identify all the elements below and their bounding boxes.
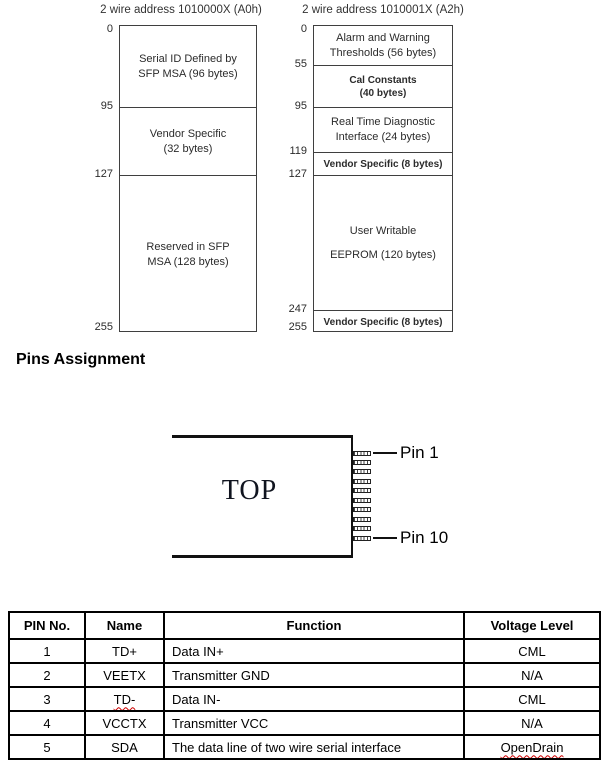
- chip-pin: [353, 517, 371, 522]
- memory-map-section-line: Vendor Specific (8 bytes): [323, 316, 443, 328]
- pin10-callout-line: [373, 537, 397, 539]
- cell-text: N/A: [521, 667, 543, 683]
- cell-text: CML: [518, 643, 546, 659]
- table-cell-voltage: [464, 663, 600, 687]
- cell-text: VCCTX: [102, 715, 147, 731]
- cell-text: 4: [43, 715, 51, 731]
- chip-pin: [353, 460, 371, 465]
- cell-text: 2: [43, 667, 51, 683]
- table-cell-voltage: [464, 639, 600, 663]
- pin1-callout-line: [373, 452, 397, 454]
- memory-map-section-line: Interface (24 bytes): [335, 131, 431, 143]
- table-cell-function: [164, 687, 464, 711]
- cell-text: Transmitter VCC: [172, 715, 269, 731]
- pins-assignment-heading: Pins Assignment: [16, 351, 146, 368]
- table-header-cell: Voltage Level: [464, 612, 600, 639]
- table-cell-function: [164, 735, 464, 759]
- address-label: 55: [294, 58, 307, 70]
- memory-map-section: [314, 176, 452, 311]
- memory-map-section: [314, 108, 452, 153]
- cell-text: 3: [43, 691, 51, 707]
- address-label: 119: [289, 145, 307, 157]
- address-label: 127: [288, 168, 307, 180]
- table-header-cell: Function: [164, 612, 464, 639]
- table-cell-name: [85, 687, 164, 711]
- cell-text: SDA: [111, 739, 138, 755]
- spellcheck-flagged-text: OpenDrain: [500, 739, 564, 755]
- memory-map-section-line: MSA (128 bytes): [147, 255, 229, 268]
- address-label: 247: [288, 303, 307, 315]
- cell-text: 1: [43, 643, 51, 659]
- table-cell-name: [85, 735, 164, 759]
- address-label: 0: [300, 23, 307, 35]
- table-body: [9, 639, 600, 759]
- chip-pin: [353, 488, 371, 493]
- memory-map-section-line: SFP MSA (96 bytes): [138, 67, 238, 80]
- cell-text: CML: [518, 691, 546, 707]
- table-cell-voltage: [464, 687, 600, 711]
- memory-map-section-line: (32 bytes): [163, 142, 213, 155]
- table-cell-name: [85, 663, 164, 687]
- cell-text: TD+: [112, 643, 137, 659]
- memory-map-section: [120, 176, 256, 333]
- table-cell-pin: [9, 639, 85, 663]
- address-label: 95: [294, 100, 307, 112]
- memory-map-section-line: Real Time Diagnostic: [331, 116, 435, 128]
- table-cell-name: [85, 711, 164, 735]
- table-row: [9, 663, 600, 687]
- address-label: 0: [106, 23, 113, 35]
- memory-map-title: 2 wire address 1010001X (A2h): [302, 4, 464, 16]
- table-cell-function: [164, 663, 464, 687]
- chip-body: [172, 435, 353, 558]
- memory-map-section: [314, 26, 452, 66]
- memory-map-section-line: Thresholds (56 bytes): [329, 46, 437, 59]
- memory-map-section-line: Alarm and Warning: [336, 31, 430, 44]
- table-cell-voltage: [464, 711, 600, 735]
- memory-map-box: [119, 25, 257, 332]
- table-row: [9, 711, 600, 735]
- memory-map-section-line: (40 bytes): [359, 87, 407, 99]
- memory-map-section-line: Vendor Specific (8 bytes): [323, 158, 443, 170]
- cell-text: 5: [43, 739, 51, 755]
- table-row: [9, 735, 600, 759]
- table-header-row: [9, 612, 600, 639]
- address-label: 255: [94, 321, 113, 333]
- table-cell-name: [85, 639, 164, 663]
- table-cell-function: [164, 639, 464, 663]
- table-header-cell: Name: [85, 612, 164, 639]
- memory-map-section-line: User Writable: [349, 225, 417, 237]
- cell-text: VEETX: [103, 667, 146, 683]
- cell-text: Data IN+: [172, 643, 224, 659]
- memory-map-section: [314, 66, 452, 108]
- table-cell-pin: [9, 687, 85, 711]
- address-label: 95: [100, 100, 113, 112]
- table-cell-function: [164, 711, 464, 735]
- chip-pin: [353, 451, 371, 456]
- spellcheck-flagged-text: TD-: [113, 691, 136, 707]
- pin1-label: Pin 1: [400, 443, 439, 462]
- chip-pin: [353, 479, 371, 484]
- chip-pin: [353, 498, 371, 503]
- chip-pin: [353, 536, 371, 541]
- chip-pin: [353, 507, 371, 512]
- chip-top-view-diagram: [172, 435, 472, 558]
- table-header-cell: PIN No.: [9, 612, 85, 639]
- table-row: [9, 687, 600, 711]
- memory-map-section: [314, 153, 452, 176]
- chip-pin: [353, 469, 371, 474]
- memory-map-section-line: Cal Constants: [349, 74, 417, 86]
- cell-text: The data line of two wire serial interface: [172, 739, 402, 755]
- table-cell-pin: [9, 663, 85, 687]
- table-row: [9, 639, 600, 663]
- cell-text: Data IN-: [172, 691, 221, 707]
- table-cell-pin: [9, 735, 85, 759]
- pin10-label: Pin 10: [400, 528, 449, 547]
- address-label: 255: [288, 321, 307, 333]
- memory-map-title: 2 wire address 1010000X (A0h): [100, 4, 262, 16]
- memory-map-section: [314, 311, 452, 333]
- chip-pin: [353, 526, 371, 531]
- table-cell-voltage: [464, 735, 600, 759]
- memory-map-section-line: EEPROM (120 bytes): [330, 249, 436, 261]
- memory-map-section: [120, 108, 256, 176]
- cell-text: N/A: [521, 715, 543, 731]
- pin-assignment-table: [8, 611, 601, 760]
- memory-map-section: [120, 26, 256, 108]
- memory-map-box: [313, 25, 453, 332]
- address-label: 127: [94, 168, 113, 180]
- memory-map-section-line: Serial ID Defined by: [139, 52, 237, 65]
- table-cell-pin: [9, 711, 85, 735]
- memory-map-section-line: Vendor Specific: [149, 127, 227, 140]
- chip-top-label: TOP: [221, 474, 278, 506]
- memory-map-section-line: Reserved in SFP: [146, 240, 230, 253]
- cell-text: Transmitter GND: [172, 667, 270, 683]
